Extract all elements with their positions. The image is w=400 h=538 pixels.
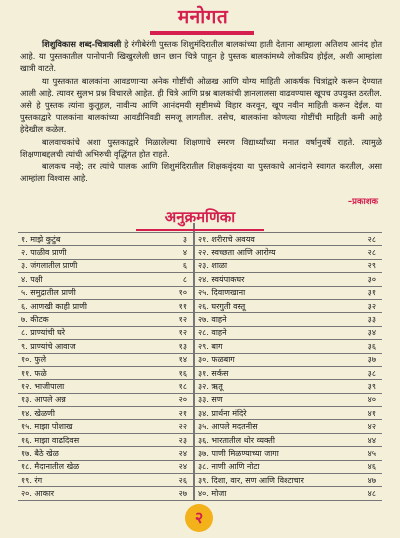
contents-item-page: १४ xyxy=(166,353,194,366)
contents-underline xyxy=(136,229,264,231)
contents-item-title: ३. जंगलातील प्राणी xyxy=(18,259,166,272)
contents-item-page: ३२ xyxy=(348,299,382,312)
contents-item-page: ४१ xyxy=(348,407,382,420)
contents-item-page: ११ xyxy=(166,299,194,312)
contents-item-page: १६ xyxy=(166,366,194,379)
preface-paragraph-4: बालकच नव्हे; तर त्यांचे पालक आणि शिशुमंदिरातील शिक्षकवृंदया या पुस्तकाचे आनंदाने स्वागत करतील, असा आम्हांला विश्वास आहे. xyxy=(20,161,382,184)
contents-row xyxy=(18,487,382,500)
contents-item-page: २४ xyxy=(166,447,194,460)
contents-row xyxy=(18,326,382,339)
contents-item-title: ३४. प्रार्थना मंदिरे xyxy=(194,407,348,420)
contents-item-title: ३६. भारतातील थोर व्यक्ती xyxy=(194,433,348,446)
preface-paragraph-2: या पुस्तकात बालकांना आवडणाऱ्या अनेक गोष्टींची ओळख आणि योग्य माहिती आकर्षक चित्रांद्वारे करून देण्यात आली आहे. त्यावर सुलभ प्रश्न विचारले आहेत. ही चित्रे आणि प्रश्न बालकांची ज्ञानलालसा वाढवण्यास खूपच उपयुक्त ठरतील. असे हे पुस्तक त्यांना कुतूहल, नावीन्य आणि आनंदमयी सृष्टीमध्ये विहार करवून, खूप नवीन माहिती करून देईल. या पुस्तकाद्वारे पालकांना बालकांच्या आवडीनिवडी समजू लागतील. तसेच, बालकांना कोणत्या गोष्टींची माहिती कमी आहे हेदेखील कळेल. xyxy=(20,75,382,135)
contents-item-page: १० xyxy=(166,286,194,299)
contents-row xyxy=(18,407,382,420)
contents-item-title: २२. स्वच्छता आणि आरोग्य xyxy=(194,246,348,259)
contents-item-page: २० xyxy=(166,393,194,406)
contents-item-title: ४. पक्षी xyxy=(18,273,166,286)
contents-item-title: १५. माझा पोशाख xyxy=(18,420,166,433)
contents-item-page: ४५ xyxy=(348,447,382,460)
contents-item-title: २५. दिवाणखाना xyxy=(194,286,348,299)
contents-item-title: २०. आकार xyxy=(18,487,166,500)
preface-paragraph-3: बालवाचकांचे अशा पुस्तकाद्वारे मिळालेल्या शिक्षणाचे स्मरण विद्यार्थ्यांच्या मनात वर्षानुवर्षे राहते. त्यामुळे शिक्षणाबद्दलची त्यांची अभिरुची वृद्धिंगत होत राहते. xyxy=(20,136,382,159)
contents-item-page: २१ xyxy=(166,407,194,420)
contents-item-page: ४७ xyxy=(348,474,382,487)
contents-item-page: ३६ xyxy=(348,340,382,353)
contents-item-title: १४. खेळणी xyxy=(18,407,166,420)
contents-item-page: २८ xyxy=(348,246,382,259)
preface-body xyxy=(20,38,382,184)
contents-item-title: ६. आणखी काही प्राणी xyxy=(18,299,166,312)
contents-row xyxy=(18,447,382,460)
contents-item-title: ३३. सण xyxy=(194,393,348,406)
contents-item-page: १३ xyxy=(166,340,194,353)
contents-item-title: ३५. आपले मदतनीस xyxy=(194,420,348,433)
contents-row xyxy=(18,299,382,312)
contents-item-title: १. माझे कुटुंब xyxy=(18,233,166,246)
contents-item-title: ३७. पाणी मिळण्याच्या जागा xyxy=(194,447,348,460)
contents-item-title: १६. माझा वाढदिवस xyxy=(18,433,166,446)
contents-item-page: ४४ xyxy=(348,433,382,446)
contents-item-page: १२ xyxy=(166,326,194,339)
contents-row xyxy=(18,259,382,272)
preface-title: मनोगत xyxy=(177,6,229,28)
contents-item-title: ५. समुद्रातील प्राणी xyxy=(18,286,166,299)
contents-table xyxy=(18,223,382,501)
contents-item-title: १०. फुले xyxy=(18,353,166,366)
contents-row xyxy=(18,366,382,379)
preface-underline xyxy=(150,31,254,35)
preface-paragraph-1-text: हे रंगीबेरंगी पुस्तक शिशुमंदिरातील बालकांच्या हाती देताना आम्हाला अतिशय आनंद होत आहे. या पुस्तकातील पानोपानी खिखुरलेली छान छान चित्रे पाहून हे पुस्तक बालकांमध्ये लोकप्रिय होईल, अशी आम्हांला खात्री वाटते. xyxy=(20,39,382,74)
contents-item-page: १८ xyxy=(166,380,194,393)
contents-item-page: ३ xyxy=(166,233,194,246)
contents-item-page: १२ xyxy=(166,313,194,326)
contents-row xyxy=(18,313,382,326)
contents-item-page: ४८ xyxy=(348,487,382,500)
contents-item-title: २८. वाहने xyxy=(194,326,348,339)
contents-item-page: २४ xyxy=(166,460,194,473)
contents-item-page: २३ xyxy=(166,433,194,446)
contents-row xyxy=(18,286,382,299)
contents-item-title: ४०. मोजा xyxy=(194,487,348,500)
contents-item-page: ३४ xyxy=(348,326,382,339)
contents-item-title: ८. प्राण्यांची घरे xyxy=(18,326,166,339)
contents-item-page: २९ xyxy=(348,259,382,272)
preface-paragraph-1 xyxy=(20,38,382,75)
contents-row xyxy=(18,460,382,473)
page-number-badge: २ xyxy=(185,504,213,532)
contents-row xyxy=(18,273,382,286)
contents-row xyxy=(18,233,382,246)
contents-item-page: २६ xyxy=(166,474,194,487)
contents-item-page: ३० xyxy=(348,273,382,286)
contents-item-title: ३१. सर्कस xyxy=(194,366,348,379)
contents-item-title: १८. मैदानातील खेळ xyxy=(18,460,166,473)
contents-item-title: ३८. नाणी आणि नोटा xyxy=(194,460,348,473)
contents-item-title: ३२. ऋतू xyxy=(194,380,348,393)
contents-item-title: १९. रंग xyxy=(18,474,166,487)
publisher-signature: –प्रकाशक xyxy=(347,197,378,207)
contents-item-page: ४ xyxy=(166,246,194,259)
contents-item-title: ३९. दिशा, वार, सण आणि विश्टाचार xyxy=(194,474,348,487)
contents-item-title: १७. बैठे खेळ xyxy=(18,447,166,460)
contents-item-page: २८ xyxy=(348,233,382,246)
contents-item-page: ८ xyxy=(166,273,194,286)
contents-item-page: ४० xyxy=(348,393,382,406)
contents-item-title: ९. प्राण्यांचे आवाज xyxy=(18,340,166,353)
contents-item-title: २३. शाळा xyxy=(194,259,348,272)
contents-item-page: ४६ xyxy=(348,460,382,473)
contents-item-page: २७ xyxy=(166,487,194,500)
contents-row xyxy=(18,433,382,446)
contents-item-title: २. पाळीव प्राणी xyxy=(18,246,166,259)
contents-item-title: ११. फळे xyxy=(18,366,166,379)
contents-row xyxy=(18,246,382,259)
contents-item-page: २२ xyxy=(166,420,194,433)
contents-item-page: ६ xyxy=(166,259,194,272)
contents-item-page: ३१ xyxy=(348,286,382,299)
contents-item-page: ३३ xyxy=(348,313,382,326)
contents-title: अनुक्रमणिका xyxy=(164,208,236,226)
preface-lead: शिशुविकास शब्द-चित्रावली xyxy=(42,39,122,49)
contents-item-page: ३८ xyxy=(348,366,382,379)
contents-item-title: २७. वाहने xyxy=(194,313,348,326)
contents-item-title: १२. भाजीपाला xyxy=(18,380,166,393)
contents-row xyxy=(18,420,382,433)
contents-item-page: ४२ xyxy=(348,420,382,433)
contents-item-page: ३९ xyxy=(348,380,382,393)
contents-row xyxy=(18,353,382,366)
contents-item-title: २६. घरगुती वस्तू xyxy=(194,299,348,312)
contents-row xyxy=(18,380,382,393)
contents-row xyxy=(18,393,382,406)
contents-item-title: २४. स्वयंपाकघर xyxy=(194,273,348,286)
contents-item-title: ७. कीटक xyxy=(18,313,166,326)
contents-row xyxy=(18,474,382,487)
contents-item-title: २१. शरीराचे अवयव xyxy=(194,233,348,246)
contents-item-title: २९. बाग xyxy=(194,340,348,353)
contents-item-title: १३. आपले अन्न xyxy=(18,393,166,406)
contents-item-title: ३०. फळबाग xyxy=(194,353,348,366)
contents-item-page: ३७ xyxy=(348,353,382,366)
contents-row xyxy=(18,340,382,353)
